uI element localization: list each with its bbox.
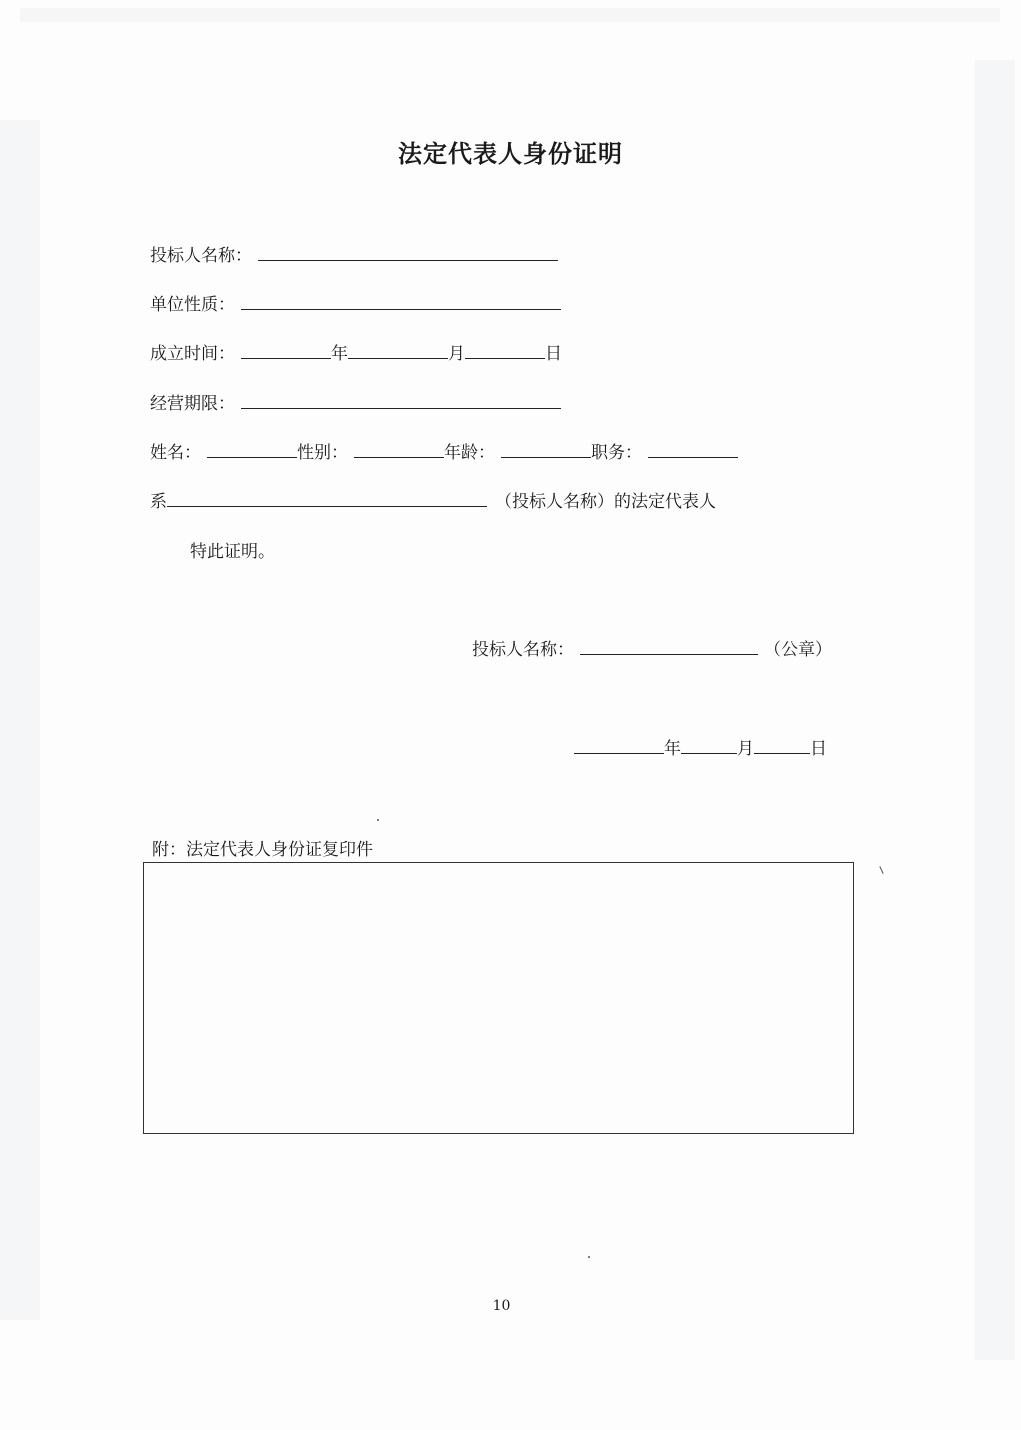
position-label: 职务： bbox=[591, 443, 642, 463]
page-title: 法定代表人身份证明 bbox=[398, 139, 623, 168]
gender-blank[interactable] bbox=[354, 439, 444, 458]
business-term-blank[interactable] bbox=[241, 390, 561, 409]
position-blank[interactable] bbox=[648, 439, 738, 458]
unit-nature-row bbox=[150, 291, 561, 317]
gender-label: 性别： bbox=[297, 443, 348, 463]
established-row bbox=[150, 340, 562, 366]
signature-month-blank[interactable] bbox=[681, 735, 737, 754]
established-year-blank[interactable] bbox=[241, 340, 331, 359]
established-day-label: 日 bbox=[545, 344, 562, 364]
unit-nature-blank[interactable] bbox=[241, 291, 561, 310]
established-year-label: 年 bbox=[331, 344, 348, 364]
scan-speck bbox=[879, 866, 883, 874]
business-term-row bbox=[150, 390, 561, 416]
signature-bidder-label: 投标人名称： bbox=[472, 640, 574, 660]
signature-bidder-blank[interactable] bbox=[580, 636, 758, 655]
age-label: 年龄： bbox=[444, 443, 495, 463]
seal-label: （公章） bbox=[764, 640, 832, 660]
bidder-name-label: 投标人名称： bbox=[150, 246, 252, 266]
scan-artifact-top bbox=[20, 8, 1000, 22]
scan-artifact-right bbox=[975, 60, 1015, 1360]
bidder-name-row bbox=[150, 242, 558, 268]
is-prefix: 系 bbox=[150, 492, 167, 512]
name-label: 姓名： bbox=[150, 443, 201, 463]
name-blank[interactable] bbox=[207, 439, 297, 458]
established-month-blank[interactable] bbox=[348, 340, 448, 359]
bidder-name-blank[interactable] bbox=[258, 242, 558, 261]
age-blank[interactable] bbox=[501, 439, 591, 458]
scan-speck bbox=[377, 819, 379, 821]
signature-bidder-row bbox=[472, 636, 832, 662]
person-info-row bbox=[150, 439, 738, 465]
certify-text: 特此证明。 bbox=[190, 542, 275, 562]
signature-month-label: 月 bbox=[737, 739, 754, 759]
unit-nature-label: 单位性质： bbox=[150, 295, 235, 315]
attachment-label: 附：法定代表人身份证复印件 bbox=[152, 840, 373, 860]
established-month-label: 月 bbox=[448, 344, 465, 364]
company-name-blank[interactable] bbox=[167, 488, 487, 507]
is-suffix: （投标人名称）的法定代表人 bbox=[495, 492, 716, 512]
established-day-blank[interactable] bbox=[465, 340, 545, 359]
signature-date-row bbox=[574, 735, 827, 761]
id-card-photocopy-box[interactable] bbox=[143, 862, 854, 1134]
established-label: 成立时间： bbox=[150, 344, 235, 364]
business-term-label: 经营期限： bbox=[150, 394, 235, 414]
signature-year-label: 年 bbox=[664, 739, 681, 759]
scan-speck bbox=[588, 1256, 590, 1258]
page-number: 10 bbox=[492, 1298, 511, 1314]
signature-year-blank[interactable] bbox=[574, 735, 664, 754]
signature-day-blank[interactable] bbox=[754, 735, 810, 754]
legal-rep-statement-row bbox=[150, 488, 716, 514]
signature-day-label: 日 bbox=[810, 739, 827, 759]
scan-artifact-left bbox=[0, 120, 40, 1320]
